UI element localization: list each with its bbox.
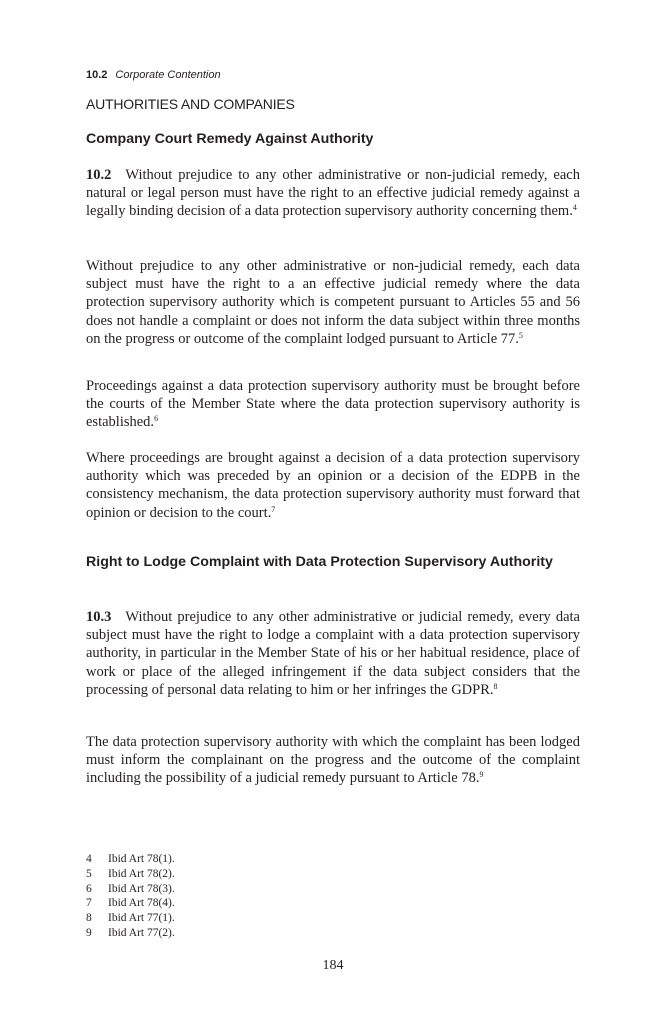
running-head-number: 10.2 xyxy=(86,69,108,81)
footnote-text: Ibid Art 78(1). xyxy=(108,853,175,865)
footnote-text: Ibid Art 78(4). xyxy=(108,897,175,910)
footnote-number: 5 xyxy=(86,867,92,880)
footnote-number: 4 xyxy=(86,853,92,865)
subheading-court-remedy: Company Court Remedy Against Authority xyxy=(86,131,374,147)
footnote-ref: 5 xyxy=(518,330,523,340)
paragraph-text: Without prejudice to any other administrative or non-judicial remedy, each natural or legal person must have the right to an effective judicial remedy against a legally binding decision of a data protection supervisory authority concerning them. xyxy=(86,167,580,220)
footnote xyxy=(86,911,175,926)
footnote xyxy=(86,852,175,867)
paragraph-text: Without prejudice to any other administrative or judicial remedy, every data subject must have the right to lodge a complaint with a data protection supervisory authority, in particular in the Member State of his or her habitual residence, place of work or place of the alleged infringement if the data subject considers that the processing of personal data relating to him or her infringes the GDPR. xyxy=(86,609,580,698)
paragraph-10-3 xyxy=(86,608,580,699)
footnote-ref: 8 xyxy=(493,681,498,691)
footnote-number: 7 xyxy=(86,897,92,910)
footnote-ref: 6 xyxy=(154,414,159,424)
paragraph xyxy=(86,449,580,522)
footnote-text: Ibid Art 78(3). xyxy=(108,882,175,895)
paragraph-number: 10.3 xyxy=(86,609,112,625)
paragraph-text: The data protection supervisory authority with which the complaint has been lodged must inform the complainant on the progress and the outcome of the complaint including the possibility of a judicial remedy pursuant to Article 78. xyxy=(86,734,580,787)
footnote xyxy=(86,926,175,941)
paragraph-text: Proceedings against a data protection supervisory authority must be brought before the courts of the Member State where the data protection supervisory authority is established. xyxy=(86,378,580,431)
running-head-title: Corporate Contention xyxy=(115,69,221,81)
footnote-text: Ibid Art 77(1). xyxy=(108,912,175,925)
section-label: AUTHORITIES AND COMPANIES xyxy=(86,96,295,112)
paragraph xyxy=(86,257,580,348)
paragraph xyxy=(86,733,580,788)
paragraph-text: Without prejudice to any other administrative or non-judicial remedy, each data subject must have the right to a an effective judicial remedy where the data protection supervisory authority which is competent pursuant to Articles 55 and 56 does not handle a complaint or does not inform the data subject within three months on the progress or outcome of the complaint lodged pursuant to Article 77. xyxy=(86,258,580,347)
footnotes xyxy=(86,852,175,941)
paragraph-text: Where proceedings are brought against a decision of a data protection supervisory authority which was preceded by an opinion or a decision of the EDPB in the consistency mechanism, the data protection supervisory authority must forward that opinion or decision to the court. xyxy=(86,450,580,521)
footnote-text: Ibid Art 77(2). xyxy=(108,926,175,939)
paragraph xyxy=(86,377,580,432)
footnote-ref: 9 xyxy=(479,770,484,780)
paragraph-10-2 xyxy=(86,166,580,221)
paragraph-number: 10.2 xyxy=(86,167,112,183)
footnote-ref: 4 xyxy=(572,203,577,213)
running-head xyxy=(86,69,221,81)
footnote-number: 8 xyxy=(86,912,92,925)
footnote xyxy=(86,867,175,882)
footnote-ref: 7 xyxy=(271,504,276,514)
footnote-number: 9 xyxy=(86,926,92,939)
subheading-lodge-complaint: Right to Lodge Complaint with Data Protection Supervisory Authority xyxy=(86,554,553,570)
page-number: 184 xyxy=(322,958,344,973)
footnote xyxy=(86,896,175,911)
footnote-number: 6 xyxy=(86,882,92,895)
footnote-text: Ibid Art 78(2). xyxy=(108,867,175,880)
footnote xyxy=(86,882,175,897)
